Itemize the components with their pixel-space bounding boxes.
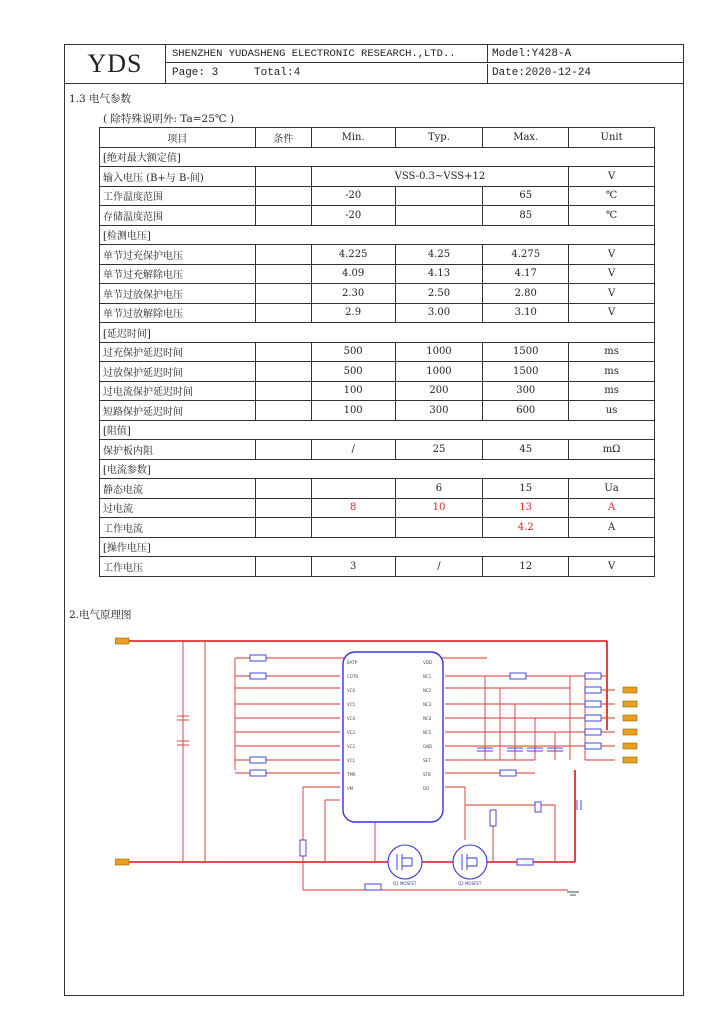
header: [65, 45, 683, 83]
param-max: 15: [483, 479, 569, 499]
svg-text:NC4: NC4: [423, 716, 432, 721]
param-typ: 6: [395, 479, 483, 499]
param-typ: [395, 518, 483, 538]
param-condition: [255, 167, 311, 187]
param-name: 单节过放解除电压: [100, 303, 256, 323]
param-condition: [255, 518, 311, 538]
param-typ: 2.50: [395, 284, 483, 304]
param-name: 保护板内阻: [100, 440, 256, 460]
param-unit: ℃: [569, 206, 655, 226]
param-max: 45: [483, 440, 569, 460]
param-range: VSS-0.3~VSS+12: [311, 167, 568, 187]
table-row: [100, 264, 655, 284]
param-name: 静态电流: [100, 479, 256, 499]
param-typ: 1000: [395, 342, 483, 362]
table-group-row: [100, 225, 655, 245]
param-max: 4.17: [483, 264, 569, 284]
param-unit: V: [569, 557, 655, 577]
col-header-unit: Unit: [569, 128, 655, 148]
circuit-schematic: [115, 630, 645, 930]
param-min: -20: [311, 186, 395, 206]
param-max: 4.275: [483, 245, 569, 265]
param-min: [311, 518, 395, 538]
param-min: 4.09: [311, 264, 395, 284]
param-min: 500: [311, 342, 395, 362]
svg-text:VC3: VC3: [347, 730, 356, 735]
param-name: 过放保护延迟时间: [100, 362, 256, 382]
param-condition: [255, 401, 311, 421]
param-unit: V: [569, 284, 655, 304]
table-row: [100, 186, 655, 206]
param-max: 4.2: [483, 518, 569, 538]
svg-text:VM: VM: [347, 786, 354, 791]
param-unit: A: [569, 498, 655, 518]
param-min: [311, 479, 395, 499]
svg-text:VC6: VC6: [347, 688, 356, 693]
param-typ: 3.00: [395, 303, 483, 323]
group-label: [阻值]: [100, 420, 655, 440]
table-group-row: [100, 459, 655, 479]
svg-text:VC1: VC1: [347, 758, 356, 763]
param-min: 2.30: [311, 284, 395, 304]
page-total: Total:4: [254, 67, 301, 79]
table-group-row: [100, 420, 655, 440]
param-typ: 1000: [395, 362, 483, 382]
param-min: -20: [311, 206, 395, 226]
company-name: SHENZHEN YUDASHENG ELECTRONIC RESEARCH.,LTD..: [166, 45, 488, 63]
col-header-typ: Typ.: [395, 128, 483, 148]
table-row: [100, 342, 655, 362]
param-unit: us: [569, 401, 655, 421]
param-typ: 4.25: [395, 245, 483, 265]
param-condition: [255, 342, 311, 362]
group-label: [检测电压]: [100, 225, 655, 245]
table-row: [100, 245, 655, 265]
param-unit: ms: [569, 362, 655, 382]
param-name: 工作电流: [100, 518, 256, 538]
param-typ: 25: [395, 440, 483, 460]
col-header-max: Max.: [483, 128, 569, 148]
table-header-row: [100, 128, 655, 148]
param-condition: [255, 206, 311, 226]
param-min: 100: [311, 381, 395, 401]
section-title-schematic: 2.电气原理图: [69, 609, 132, 621]
table-group-row: [100, 147, 655, 167]
param-condition: [255, 303, 311, 323]
param-condition: [255, 264, 311, 284]
model-number: Model:Y428-A: [488, 45, 683, 63]
table-row: [100, 303, 655, 323]
param-condition: [255, 284, 311, 304]
param-max: 1500: [483, 342, 569, 362]
svg-text:Q1 MOSFET: Q1 MOSFET: [393, 881, 417, 886]
svg-text:SET: SET: [423, 758, 431, 763]
param-typ: [395, 186, 483, 206]
page-info: [166, 64, 488, 83]
param-typ: /: [395, 557, 483, 577]
document-date: Date:2020-12-24: [492, 67, 592, 79]
param-condition: [255, 381, 311, 401]
table-row: [100, 557, 655, 577]
group-label: [电流参数]: [100, 459, 655, 479]
svg-text:NC5: NC5: [423, 730, 432, 735]
param-typ: [395, 206, 483, 226]
table-group-row: [100, 323, 655, 343]
param-typ: 300: [395, 401, 483, 421]
svg-text:Q2 MOSFET: Q2 MOSFET: [458, 881, 482, 886]
col-header-condition: 条件: [255, 128, 311, 148]
table-row: [100, 167, 655, 187]
table-row: [100, 401, 655, 421]
param-unit: Ua: [569, 479, 655, 499]
param-min: /: [311, 440, 395, 460]
param-max: 65: [483, 186, 569, 206]
header-divider: [65, 83, 683, 84]
group-label: [操作电压]: [100, 537, 655, 557]
param-min: 100: [311, 401, 395, 421]
svg-text:NC2: NC2: [423, 688, 432, 693]
param-max: 13: [483, 498, 569, 518]
table-row: [100, 498, 655, 518]
document-page: [64, 44, 684, 996]
param-max: 600: [483, 401, 569, 421]
param-min: 4.225: [311, 245, 395, 265]
param-max: 3.10: [483, 303, 569, 323]
param-min: 2.9: [311, 303, 395, 323]
param-unit: ℃: [569, 186, 655, 206]
group-label: [绝对最大额定值]: [100, 147, 655, 167]
svg-text:NC3: NC3: [423, 702, 432, 707]
table-row: [100, 284, 655, 304]
svg-text:VC4: VC4: [347, 716, 356, 721]
table-row: [100, 206, 655, 226]
conditions-note: ( 除特殊说明外: Ta=25℃ ): [103, 113, 235, 125]
param-max: 85: [483, 206, 569, 226]
param-unit: V: [569, 264, 655, 284]
param-unit: ms: [569, 342, 655, 362]
param-name: 过电流保护延迟时间: [100, 381, 256, 401]
param-condition: [255, 440, 311, 460]
param-unit: V: [569, 245, 655, 265]
param-name: 工作温度范围: [100, 186, 256, 206]
group-label: [延迟时间]: [100, 323, 655, 343]
svg-text:VC2: VC2: [347, 744, 356, 749]
param-name: 存储温度范围: [100, 206, 256, 226]
param-name: 短路保护延迟时间: [100, 401, 256, 421]
table-row: [100, 362, 655, 382]
param-min: 500: [311, 362, 395, 382]
page-number: Page: 3: [172, 67, 219, 79]
param-name: 单节过放保护电压: [100, 284, 256, 304]
param-max: 1500: [483, 362, 569, 382]
svg-text:NC1: NC1: [423, 674, 432, 679]
param-max: 2.80: [483, 284, 569, 304]
svg-text:VDD: VDD: [423, 660, 432, 665]
param-unit: V: [569, 303, 655, 323]
svg-text:STB: STB: [423, 772, 431, 777]
param-name: 单节过充保护电压: [100, 245, 256, 265]
param-name: 过充保护延迟时间: [100, 342, 256, 362]
svg-text:TMR: TMR: [347, 772, 356, 777]
param-max: 12: [483, 557, 569, 577]
col-header-min: Min.: [311, 128, 395, 148]
svg-text:BATP: BATP: [347, 660, 358, 665]
param-name: 过电流: [100, 498, 256, 518]
svg-text:DO: DO: [423, 786, 430, 791]
table-row: [100, 479, 655, 499]
param-condition: [255, 557, 311, 577]
table-group-row: [100, 537, 655, 557]
company-logo: YDS: [65, 45, 166, 83]
table-row: [100, 440, 655, 460]
section-title-electrical-params: 1.3 电气参数: [69, 93, 132, 105]
svg-text:GND: GND: [423, 744, 433, 749]
param-name: 工作电压: [100, 557, 256, 577]
svg-text:VC5: VC5: [347, 702, 356, 707]
param-max: 300: [483, 381, 569, 401]
param-name: 单节过充解除电压: [100, 264, 256, 284]
param-min: 3: [311, 557, 395, 577]
param-typ: 200: [395, 381, 483, 401]
param-condition: [255, 479, 311, 499]
param-typ: 10: [395, 498, 483, 518]
param-name: 输入电压 (B+与 B-间): [100, 167, 256, 187]
svg-text:COTR: COTR: [347, 674, 359, 679]
param-condition: [255, 362, 311, 382]
table-row: [100, 518, 655, 538]
param-min: 8: [311, 498, 395, 518]
param-condition: [255, 245, 311, 265]
param-unit: mΩ: [569, 440, 655, 460]
param-unit: ms: [569, 381, 655, 401]
electrical-params-table: [99, 127, 655, 577]
param-unit: A: [569, 518, 655, 538]
param-condition: [255, 498, 311, 518]
param-condition: [255, 186, 311, 206]
param-unit: V: [569, 167, 655, 187]
param-typ: 4.13: [395, 264, 483, 284]
table-row: [100, 381, 655, 401]
col-header-item: 项目: [100, 128, 256, 148]
